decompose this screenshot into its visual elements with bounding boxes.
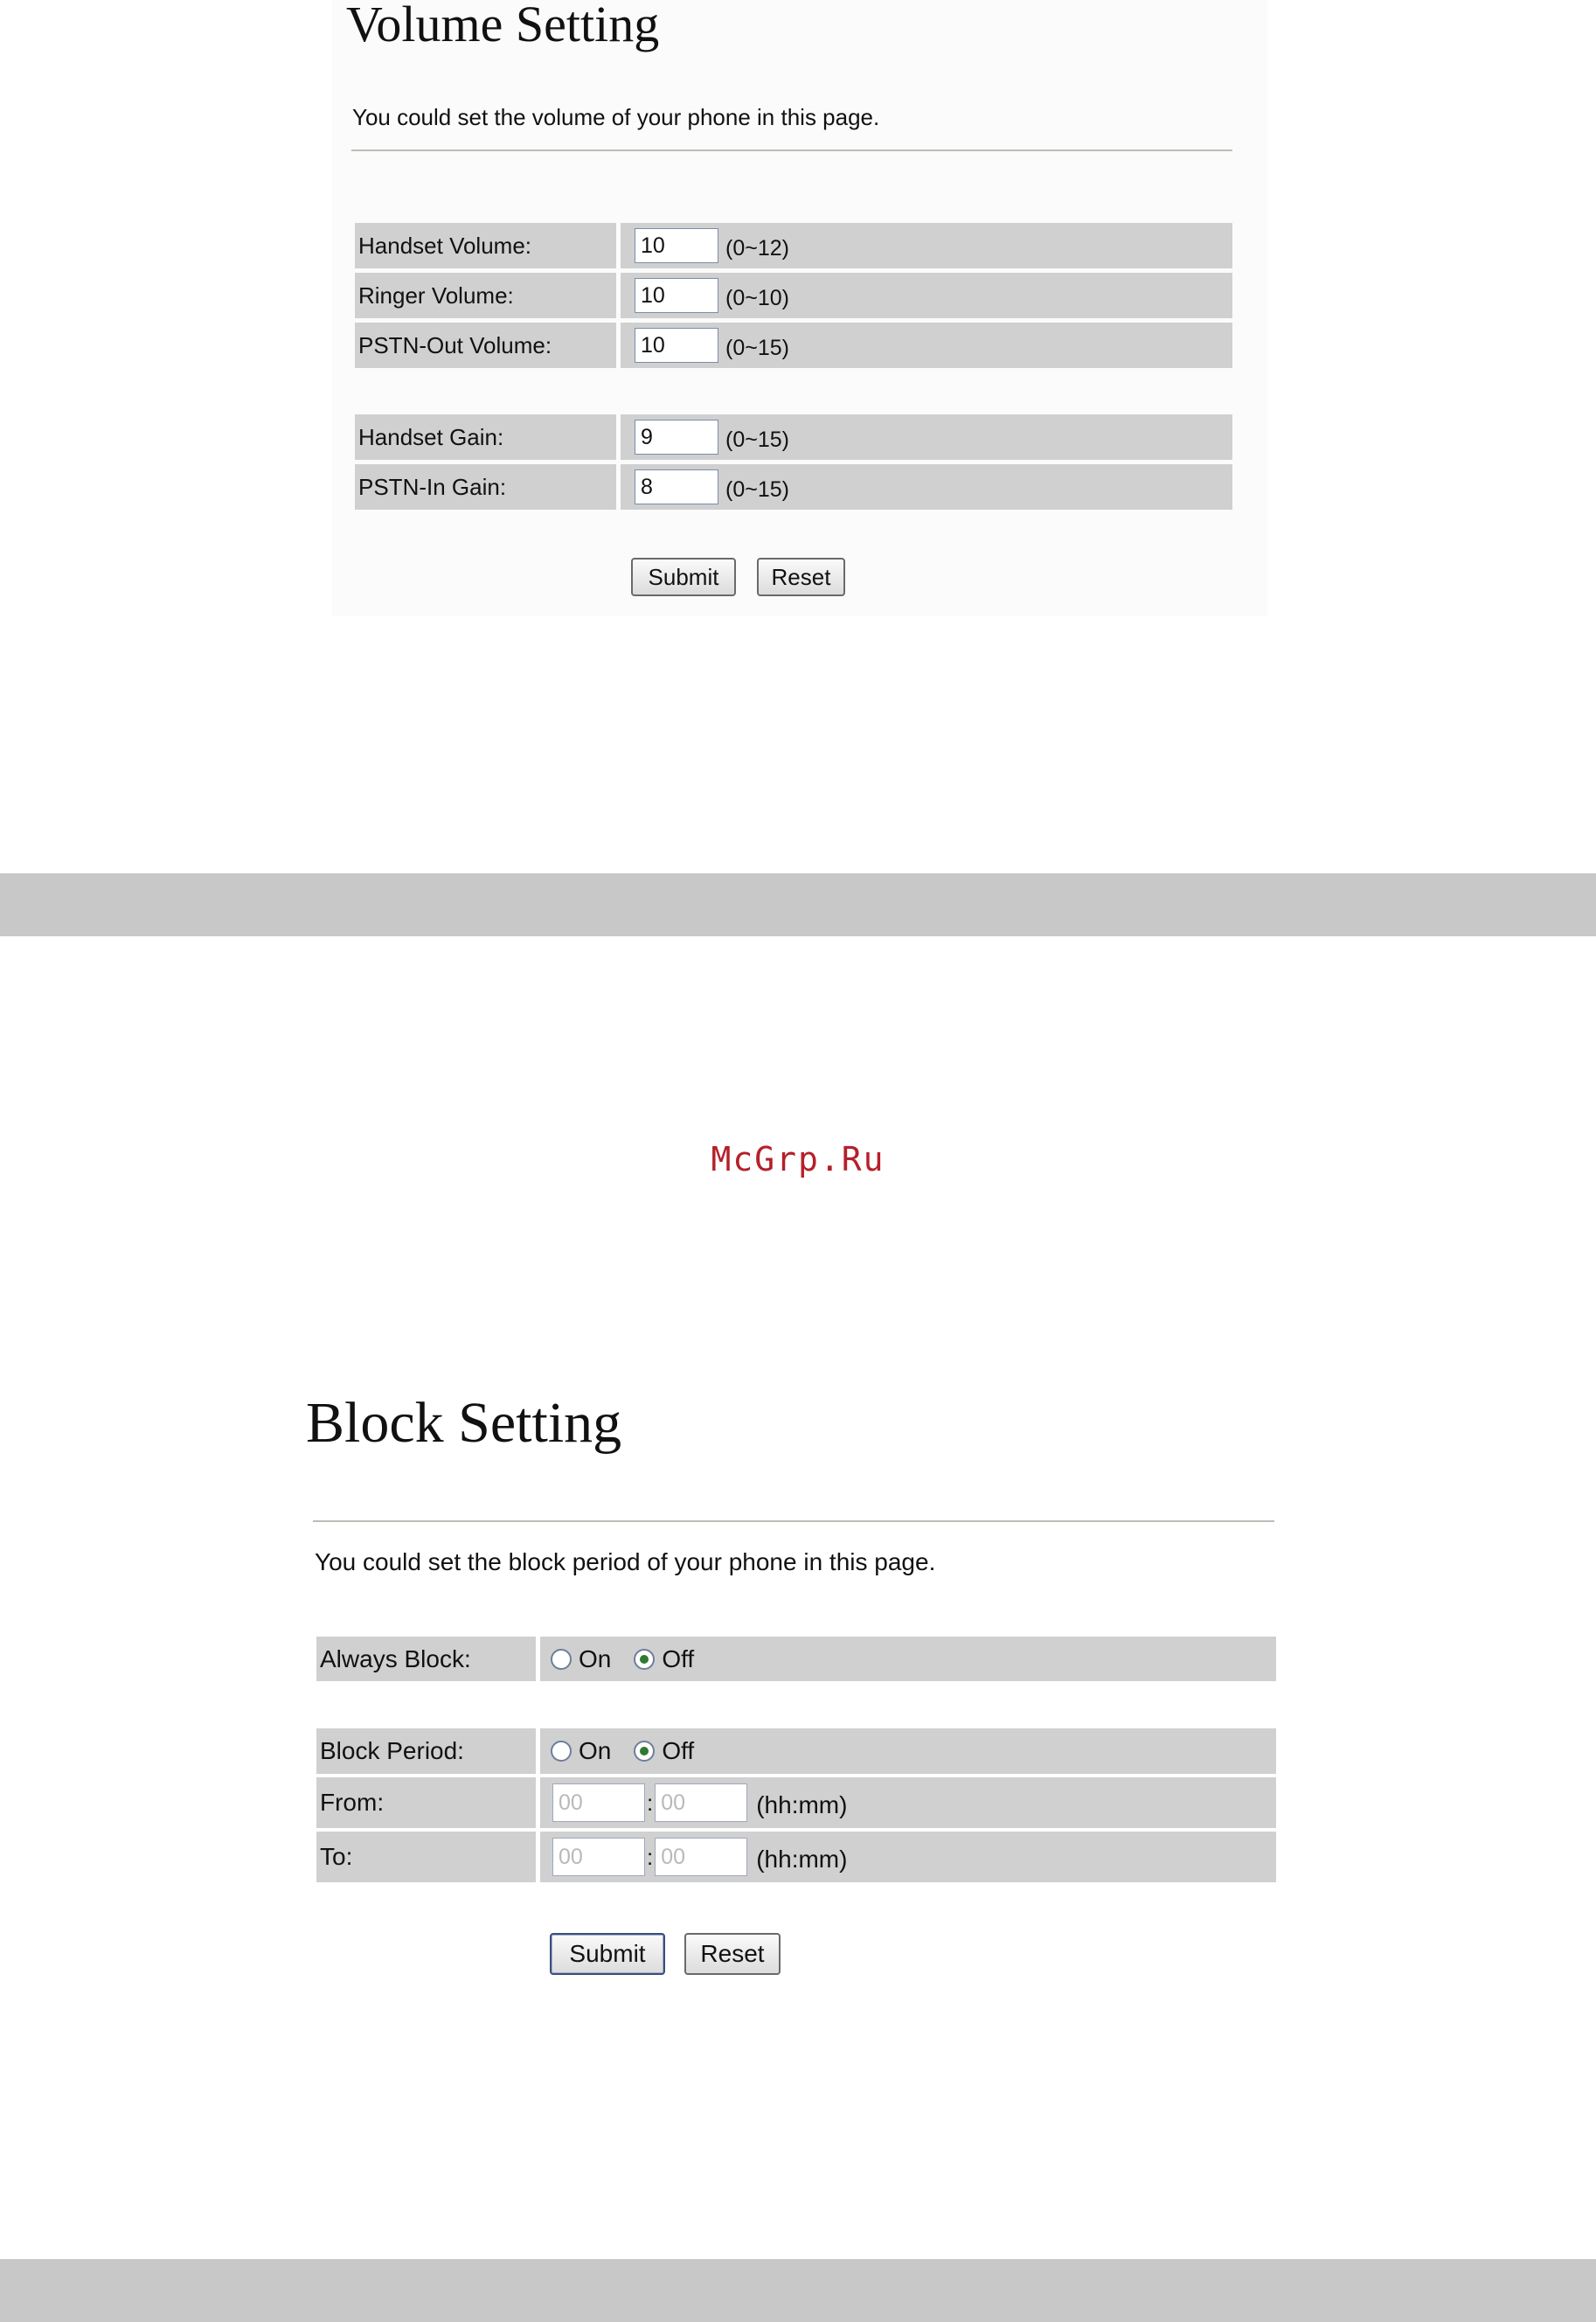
from-minute-input[interactable] — [655, 1783, 747, 1822]
to-minute-input[interactable] — [655, 1838, 747, 1876]
pstn-in-gain-cell — [621, 464, 1232, 510]
block-divider — [313, 1520, 1274, 1522]
pstn-out-volume-input[interactable] — [635, 328, 718, 363]
volume-description: You could set the volume of your phone in this page. — [352, 104, 880, 130]
handset-gain-range: (0~15) — [725, 427, 789, 452]
from-label: From: — [316, 1777, 536, 1828]
handset-volume-label: Handset Volume: — [355, 223, 616, 268]
always-block-cell — [540, 1637, 1276, 1681]
block-submit-button[interactable]: Submit — [550, 1933, 665, 1975]
block-period-off-radio[interactable] — [634, 1741, 655, 1762]
handset-gain-row — [355, 414, 1232, 460]
always-block-row — [316, 1637, 1276, 1681]
always-block-radio-group — [551, 1645, 717, 1673]
radio-selected-dot — [640, 1655, 649, 1664]
handset-gain-input[interactable] — [635, 420, 718, 455]
section-separator-band-top — [0, 873, 1596, 936]
pstn-out-volume-range: (0~15) — [725, 335, 789, 360]
handset-volume-input[interactable] — [635, 228, 718, 263]
ringer-volume-label: Ringer Volume: — [355, 273, 616, 318]
pstn-in-gain-label: PSTN-In Gain: — [355, 464, 616, 510]
section-separator-band-bottom — [0, 2259, 1596, 2322]
always-block-off-label: Off — [662, 1644, 695, 1672]
from-row — [316, 1777, 1276, 1828]
volume-submit-button[interactable]: Submit — [631, 558, 736, 596]
always-block-off-radio[interactable] — [634, 1649, 655, 1670]
radio-selected-dot — [640, 1747, 649, 1755]
ringer-volume-row — [355, 273, 1232, 318]
pstn-out-volume-cell — [621, 323, 1232, 368]
block-period-cell — [540, 1728, 1276, 1774]
block-period-row — [316, 1728, 1276, 1774]
block-period-on-label: On — [579, 1737, 612, 1764]
pstn-in-gain-input[interactable] — [635, 469, 718, 504]
block-page-title: Block Setting — [306, 1391, 622, 1455]
ringer-volume-range: (0~10) — [725, 285, 789, 310]
ringer-volume-input[interactable] — [635, 278, 718, 313]
block-period-radio-group — [551, 1737, 717, 1765]
to-row — [316, 1832, 1276, 1882]
from-hour-input[interactable] — [552, 1783, 645, 1822]
to-hour-input[interactable] — [552, 1838, 645, 1876]
volume-reset-button[interactable]: Reset — [757, 558, 845, 596]
always-block-on-label: On — [579, 1644, 612, 1672]
pstn-in-gain-row — [355, 464, 1232, 510]
block-period-on-radio[interactable] — [551, 1741, 572, 1762]
to-cell — [540, 1832, 1276, 1882]
block-period-label: Block Period: — [316, 1728, 536, 1774]
always-block-label: Always Block: — [316, 1637, 536, 1681]
pstn-out-volume-label: PSTN-Out Volume: — [355, 323, 616, 368]
pstn-in-gain-range: (0~15) — [725, 476, 789, 502]
watermark-text: McGrp.Ru — [711, 1140, 885, 1178]
handset-gain-label: Handset Gain: — [355, 414, 616, 460]
always-block-on-radio[interactable] — [551, 1649, 572, 1670]
block-reset-button[interactable]: Reset — [684, 1933, 781, 1975]
handset-volume-cell — [621, 223, 1232, 268]
volume-page-title: Volume Setting — [346, 0, 660, 52]
from-format: (hh:mm) — [756, 1791, 848, 1818]
handset-volume-range: (0~12) — [725, 235, 789, 261]
ringer-volume-cell — [621, 273, 1232, 318]
block-period-off-label: Off — [662, 1737, 695, 1764]
handset-volume-row — [355, 223, 1232, 268]
volume-divider — [351, 149, 1232, 151]
from-cell — [540, 1777, 1276, 1828]
to-label: To: — [316, 1832, 536, 1882]
time-colon: : — [647, 1789, 654, 1816]
to-format: (hh:mm) — [756, 1846, 848, 1873]
block-description: You could set the block period of your phone in this page. — [315, 1548, 936, 1575]
pstn-out-volume-row — [355, 323, 1232, 368]
time-colon: : — [647, 1843, 654, 1870]
handset-gain-cell — [621, 414, 1232, 460]
